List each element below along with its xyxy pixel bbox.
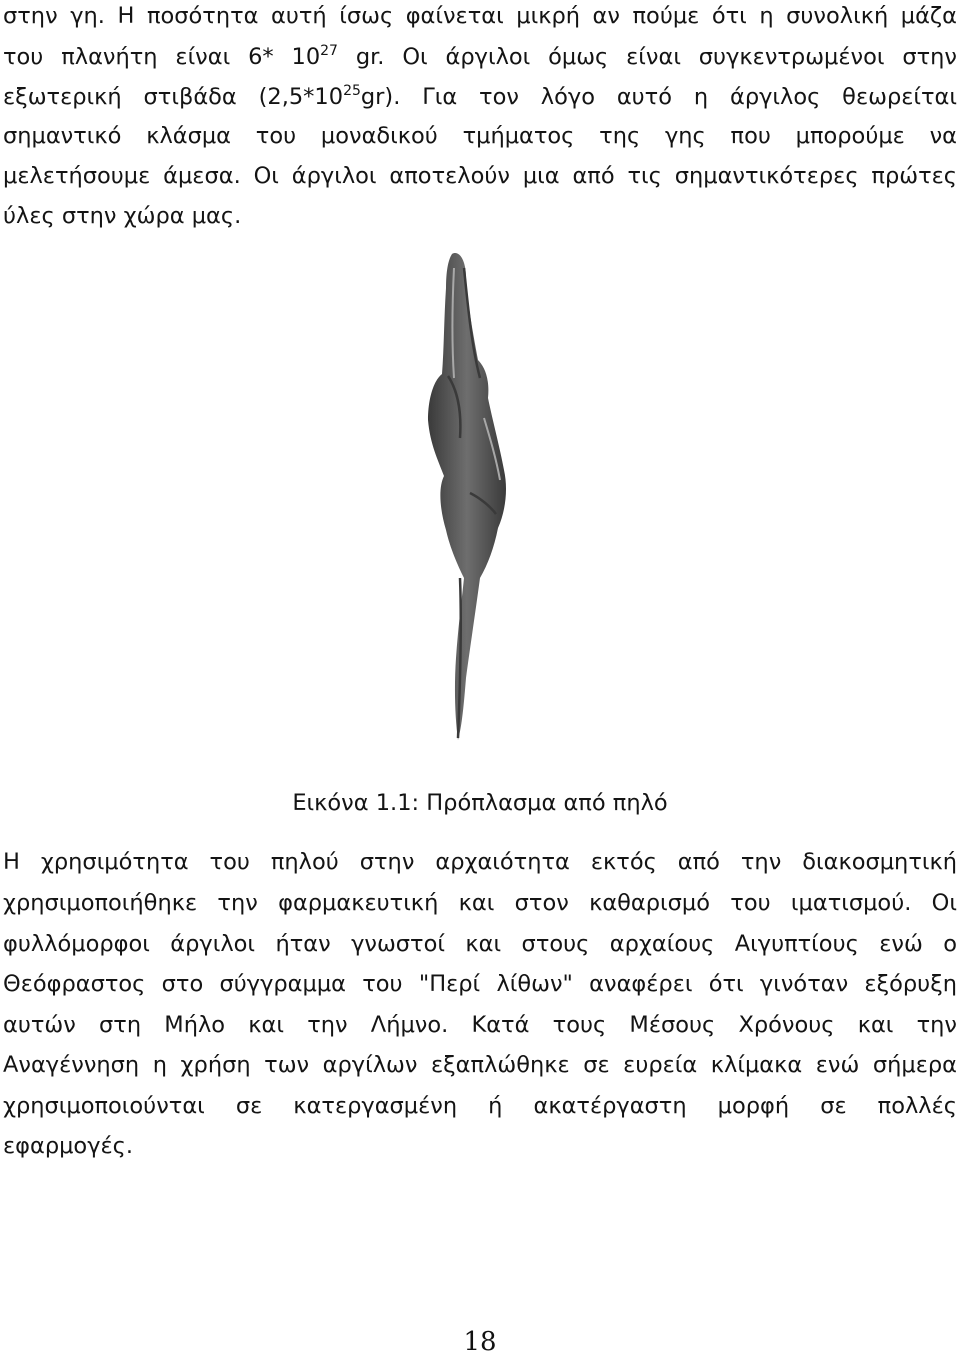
- paragraph-1-line-6: ύλες στην χώρα μας.: [3, 203, 242, 229]
- clay-figurine-image: [400, 248, 540, 748]
- page-number: 18: [463, 1327, 497, 1357]
- paragraph-1-line-3: εξωτερική στιβάδα $(2,5*10^{25}gr)$. Για τον λόγο αυτό η άργιλος θεωρείται: [3, 83, 957, 110]
- paragraph-1-line-4: σημαντικό κλάσμα του μοναδικού τμήματος της γης που μπορούμε να: [3, 123, 957, 149]
- paragraph-2-line-5: αυτών στη Μήλο και την Λήμνο. Κατά τους Μέσους Χρόνους και την: [3, 1012, 957, 1038]
- paragraph-2-line-7: χρησιμοποιούνται σε κατεργασμένη ή ακατέργαστη μορφή σε πολλές: [3, 1093, 957, 1119]
- superscript: 27: [320, 43, 338, 59]
- paragraph-1-line-2: του πλανήτη είναι 6* $10^{27}$ gr. Οι άργιλοι όμως είναι συγκεντρωμένοι στην: [3, 43, 957, 70]
- paragraph-2-line-2: χρησιμοποιήθηκε την φαρμακευτική και στον καθαρισμό του ιματισμού. Οι: [3, 890, 957, 916]
- paragraph-2-line-4: Θεόφραστος στο σύγγραμμα του "Περί λίθων" αναφέρει ότι γινόταν εξόρυξη: [3, 971, 957, 997]
- superscript: 25: [343, 83, 361, 99]
- paragraph-2-line-3: φυλλόμορφοι άργιλοι ήταν γνωστοί και στους αρχαίους Αιγυπτίους ενώ ο: [3, 931, 957, 957]
- paragraph-1-line-5: μελετήσουμε άμεσα. Οι άργιλοι αποτελούν μια από τις σημαντικότερες πρώτες: [3, 163, 957, 189]
- paragraph-1-line-1: στην γη. Η ποσότητα αυτή ίσως φαίνεται μικρή αν πούμε ότι η συνολική μάζα: [3, 3, 957, 29]
- paragraph-2-line-6: Αναγέννηση η χρήση των αργίλων εξαπλώθηκε σε ευρεία κλίμακα ενώ σήμερα: [3, 1052, 957, 1078]
- figurine-body: [428, 253, 506, 740]
- paragraph-2-line-1: Η χρησιμότητα του πηλού στην αρχαιότητα εκτός από την διακοσμητική: [3, 849, 957, 875]
- figure-caption: Εικόνα 1.1: Πρόπλασμα από πηλό: [292, 790, 668, 816]
- paragraph-2-line-8: εφαρμογές.: [3, 1133, 134, 1159]
